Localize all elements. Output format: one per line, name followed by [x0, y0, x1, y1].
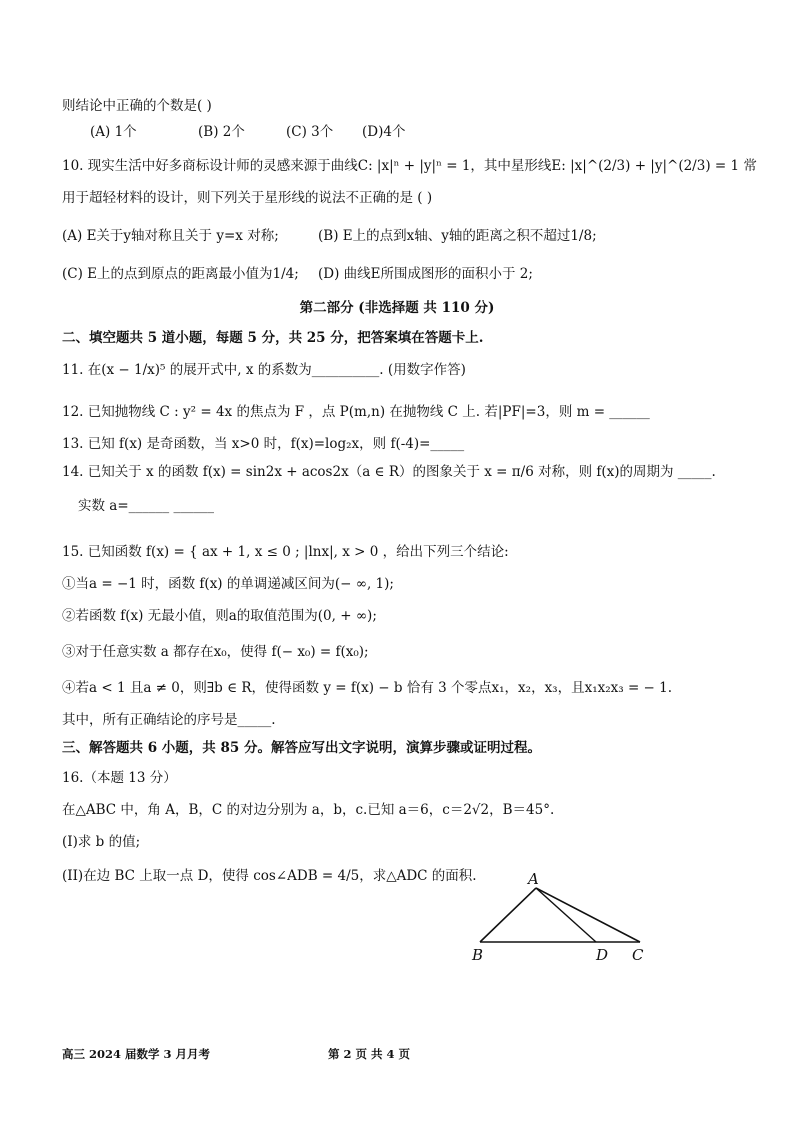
q15-intro: 15. 已知函数 f(x) = { ax + 1, x ≤ 0 ; |lnx|, x > 0 ，给出下列三个结论: [62, 544, 509, 560]
q10-option-c: (C) E上的点到原点的距离最小值为1/4; [62, 266, 299, 282]
q15-conclusion-4: ④若a < 1 且a ≠ 0，则∃b ∈ R，使得函数 y = f(x) − b 恰有 3 个零点x₁，x₂，x₃，且x₁x₂x₃ = − 1. [62, 680, 673, 696]
q12: 12. 已知抛物线 C : y² = 4x 的焦点为 F ，点 P(m,n) 在抛物线 C 上. 若|PF|=3，则 m = ______ [62, 404, 650, 420]
q16-title: 16.（本题 13 分） [62, 770, 177, 786]
footer-exam-name: 高三 2024 届数学 3 月月考 [62, 1047, 211, 1061]
footer-page-number: 第 2 页 共 4 页 [328, 1047, 411, 1061]
q16-part2: (II)在边 BC 上取一点 D，使得 cos∠ADB = 4/5，求△ADC 的面积. [62, 868, 477, 884]
q15-conclusion-2: ②若函数 f(x) 无最小值，则a的取值范围为(0, + ∞); [62, 608, 377, 624]
q14-line1: 14. 已知关于 x 的函数 f(x) = sin2x + acos2x（a ∈ R）的图象关于 x = π/6 对称，则 f(x)的周期为 _____. [62, 464, 716, 480]
q9-options [90, 122, 405, 142]
q9-option-b: (B) 2个 [198, 124, 245, 140]
q10-option-b: (B) E上的点到x轴、y轴的距离之积不超过1/8; [318, 228, 597, 244]
part2-title: 第二部分 (非选择题 共 110 分) [299, 300, 495, 316]
q9-option-a: (A) 1个 [90, 124, 137, 140]
q10-option-a: (A) E关于y轴对称且关于 y=x 对称; [62, 228, 279, 244]
triangle-figure [460, 868, 660, 968]
label-d: D [596, 946, 609, 964]
q9-prompt: 则结论中正确的个数是( ) [62, 98, 212, 114]
q16-part1: (I)求 b 的值; [62, 834, 141, 850]
side-ab [480, 888, 536, 942]
q11: 11. 在(x − 1/x)⁵ 的展开式中, x 的系数为__________. (用数字作答) [62, 362, 466, 378]
section2-heading: 二、填空题共 5 道小题，每题 5 分，共 25 分，把答案填在答题卡上. [62, 330, 484, 346]
q10-line1: 10. 现实生活中好多商标设计师的灵感来源于曲线C: |x|ⁿ + |y|ⁿ = 1，其中星形线E: |x|^(2/3) + |y|^(2/3) = 1 常 [62, 158, 757, 174]
q10-option-d: (D) 曲线E所围成图形的面积小于 2; [318, 266, 533, 282]
q15-conclusion-3: ③对于任意实数 a 都存在x₀，使得 f(− x₀) = f(x₀); [62, 644, 369, 660]
q14-line2: 实数 a=______ ______ [78, 498, 214, 514]
q16-stem: 在△ABC 中，角 A，B，C 的对边分别为 a，b，c.已知 a＝6，c＝2√2，B＝45°. [62, 802, 555, 818]
label-b: B [472, 946, 484, 964]
label-a: A [528, 870, 539, 888]
q15-conclusion-1: ①当a = −1 时，函数 f(x) 的单调递减区间为(− ∞, 1); [62, 576, 394, 592]
q10-line2: 用于超轻材料的设计，则下列关于星形线的说法不正确的是 ( ) [62, 190, 433, 206]
q15-ending: 其中，所有正确结论的序号是_____. [62, 712, 276, 728]
label-c: C [632, 946, 644, 964]
q13: 13. 已知 f(x) 是奇函数，当 x>0 时，f(x)=log₂x，则 f(-4)=_____ [62, 436, 465, 452]
q9-option-c: (C) 3个 [286, 124, 334, 140]
section3-heading: 三、解答题共 6 小题，共 85 分。解答应写出文字说明，演算步骤或证明过程。 [62, 740, 541, 756]
q9-option-d: (D)4个 [362, 124, 406, 140]
